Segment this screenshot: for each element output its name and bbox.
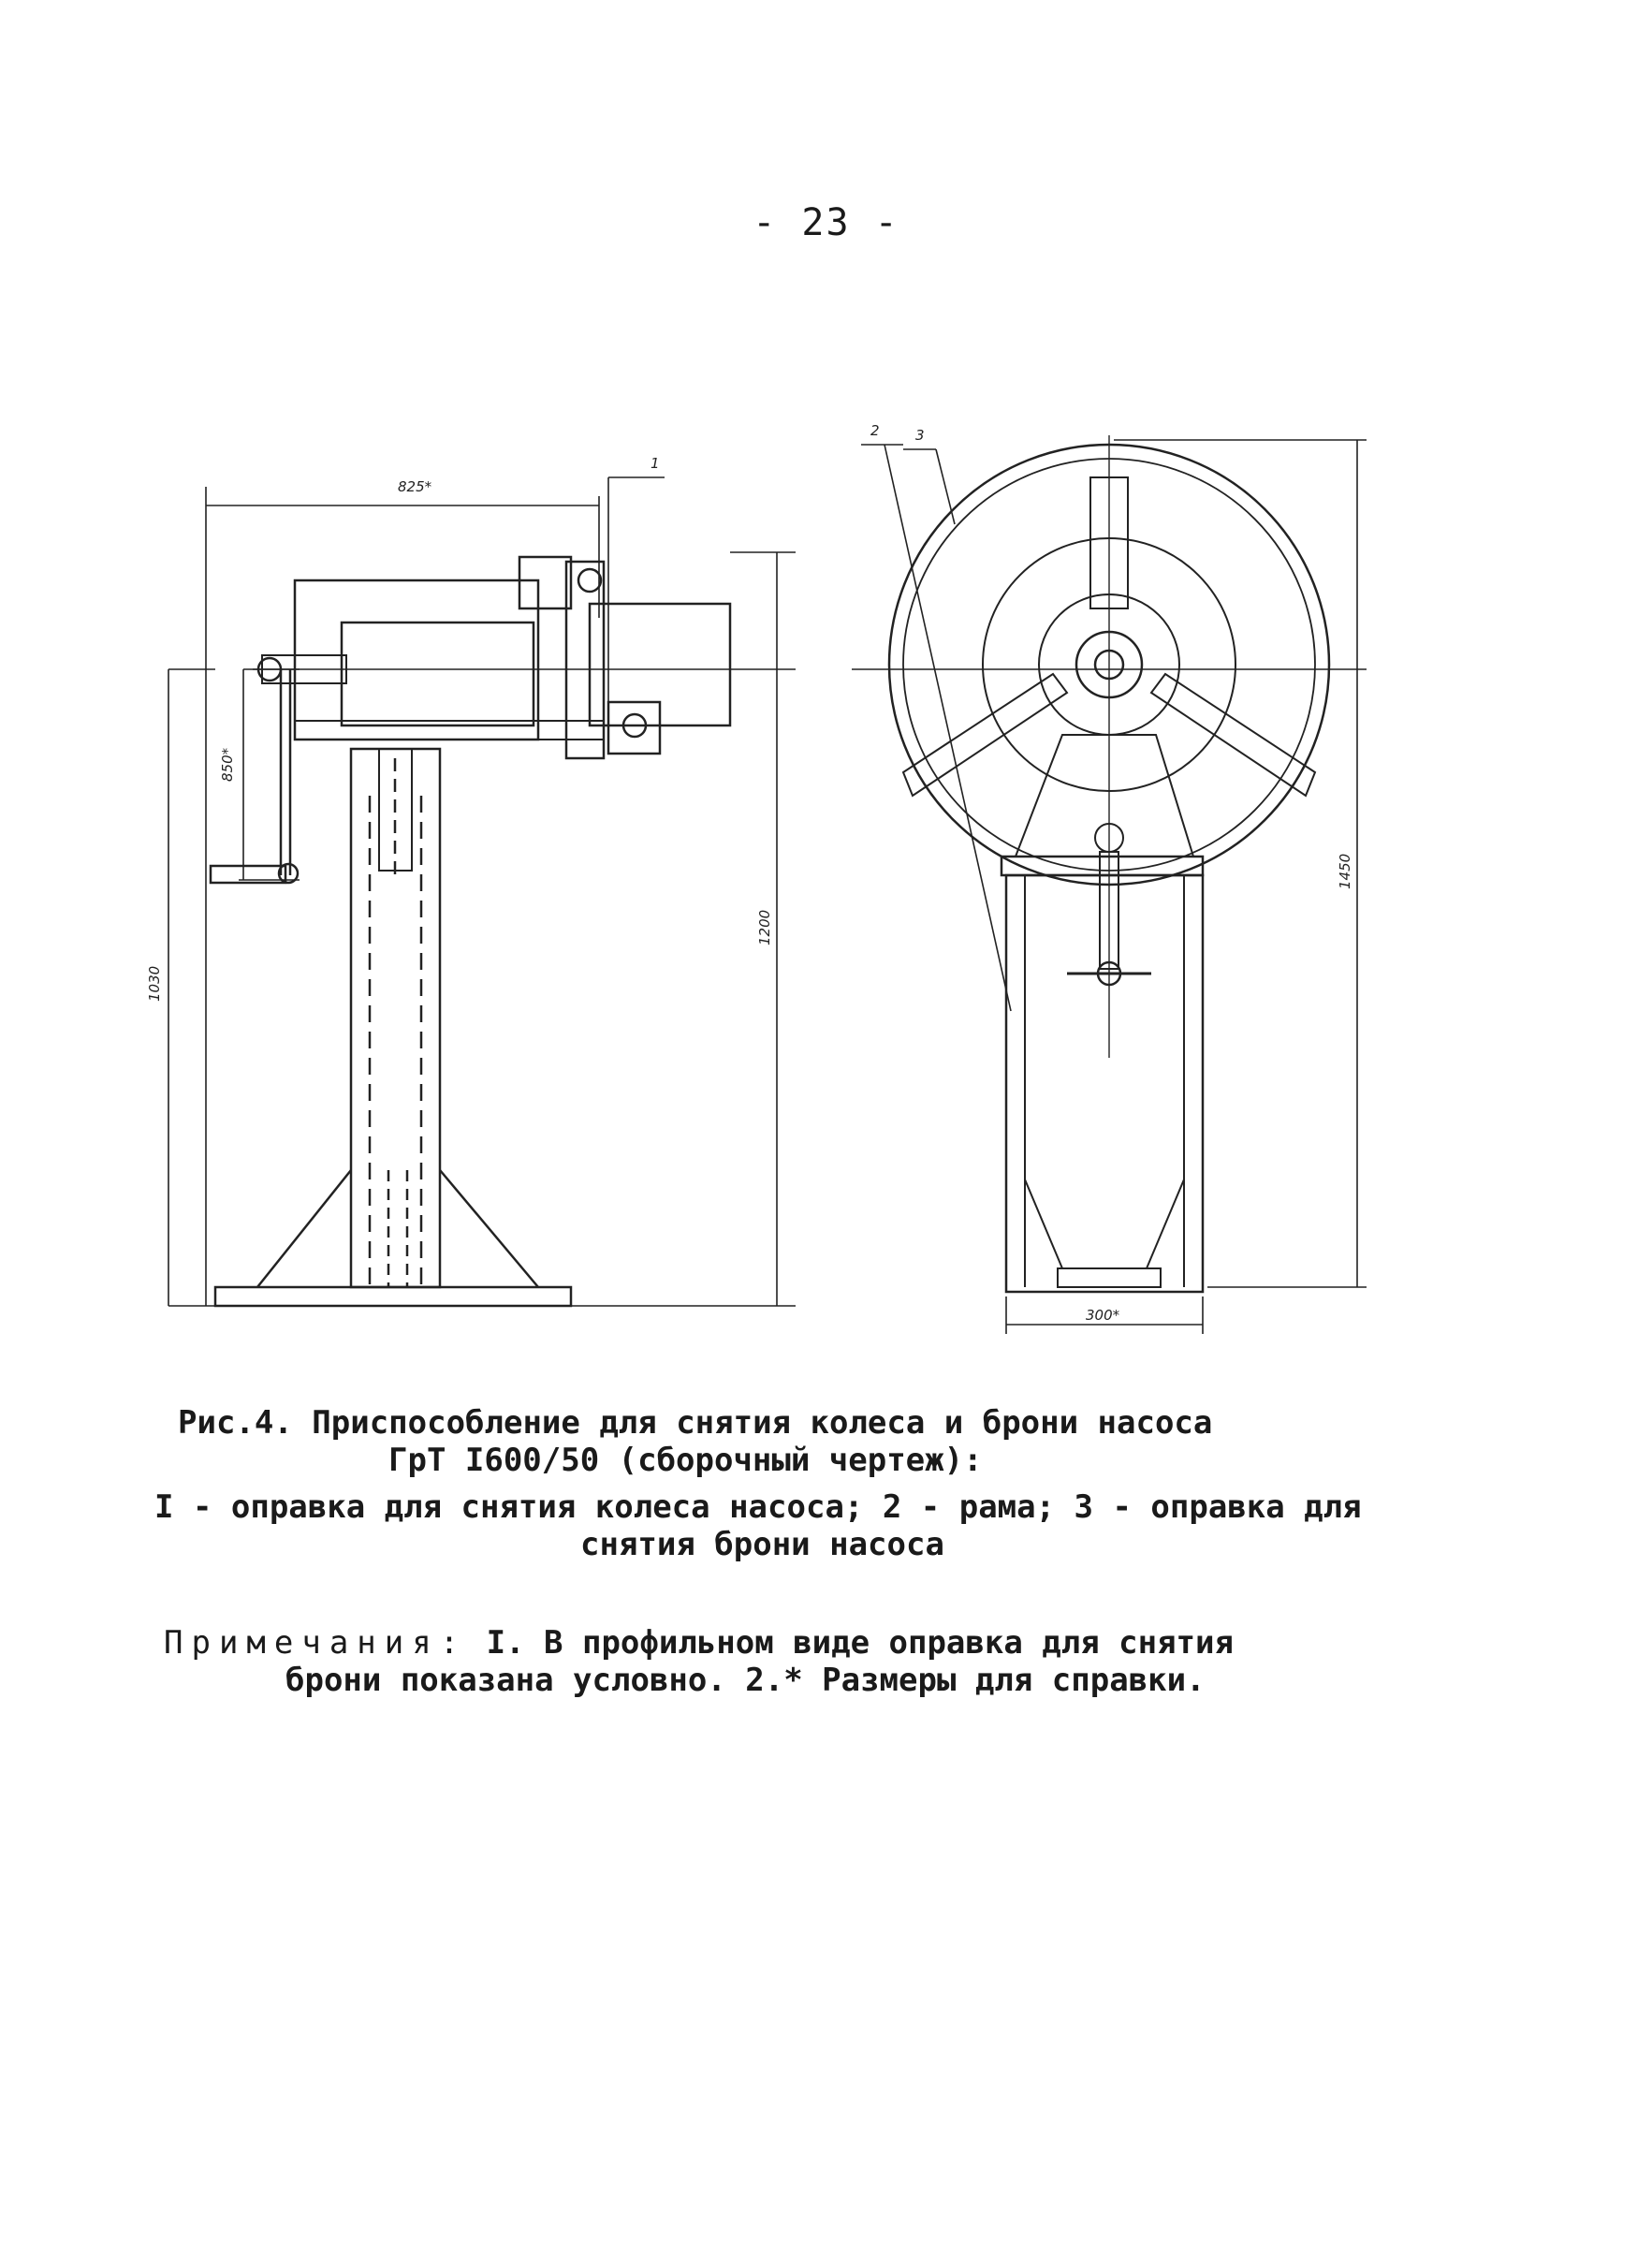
gusset-left [257, 1170, 351, 1287]
notes-label: Примечания: [164, 1624, 468, 1662]
mandrel-body [342, 623, 534, 725]
notes-line1-text: I. В профильном виде оправка для снятия [467, 1624, 1234, 1662]
front-view [146, 455, 796, 1306]
dim-height-1030: 1030 [146, 965, 163, 1002]
figure-caption [140, 1404, 1418, 1479]
callout-1: 1 [651, 455, 660, 472]
side-view [852, 422, 1367, 1334]
gusset-right [440, 1170, 538, 1287]
callout-3: 3 [915, 427, 925, 444]
dim-width-bottom: 300* [1086, 1307, 1120, 1324]
page-number: - 23 - [753, 201, 899, 244]
frame-box [1006, 875, 1203, 1292]
callout-2: 2 [870, 422, 880, 439]
base-plate [215, 1287, 571, 1306]
legend-line1: I - оправка для снятия колеса насоса; 2 - рама; 3 - оправка для [154, 1488, 1362, 1526]
assembly-drawing [140, 403, 1413, 1357]
dim-height-1450: 1450 [1337, 853, 1353, 889]
legend-line2: снятия брони насоса [580, 1526, 944, 1563]
notes-line2: брони показана условно. 2.* Размеры для справки. [285, 1662, 1206, 1699]
figure-title-line2: ГрТ I600/50 (сборочный чертеж): [388, 1442, 983, 1479]
frame-top-bar [1001, 857, 1203, 875]
dim-height-850: 850* [219, 747, 236, 782]
figure-title-line1: Рис.4. Приспособление для снятия колеса и брони насоса [178, 1404, 1213, 1442]
figure-legend [140, 1488, 1418, 1563]
dim-height-1200: 1200 [756, 909, 773, 945]
dim-width-top: 825* [398, 478, 432, 495]
notes-line1 [140, 1624, 1418, 1662]
assembly-drawing-svg [140, 403, 1413, 1357]
figure-notes [140, 1624, 1418, 1699]
mandrel-frame [295, 580, 538, 740]
